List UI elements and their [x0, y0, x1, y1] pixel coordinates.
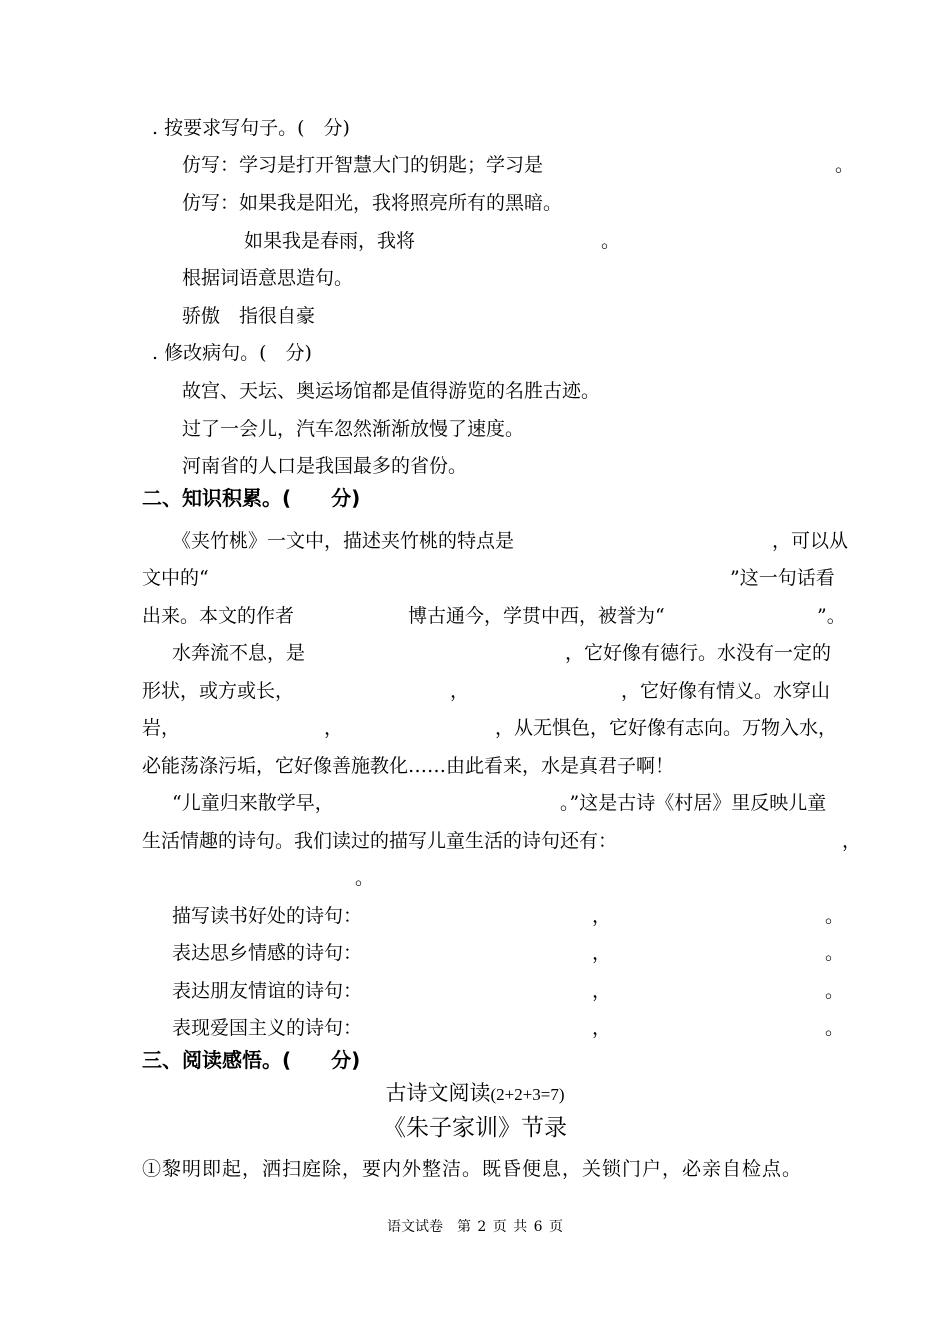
p1-d: ”这一句话看: [730, 567, 835, 589]
p2-b: ，它好像有德行。水没有一定的: [565, 642, 832, 664]
p2-d: ，: [450, 680, 470, 702]
make-sentence-word: 骄傲 指很自豪: [182, 305, 316, 327]
p2-g: ，: [324, 717, 344, 739]
poem-reading-comma: ，: [592, 905, 612, 927]
p3-b: 。”这是古诗《村居》里反映儿童: [560, 792, 827, 814]
poem-patriotic-comma: ，: [592, 1017, 612, 1039]
poem-patriotic-end: 。: [825, 1017, 845, 1039]
section-3-heading: 三、阅读感悟。( 分): [142, 1048, 361, 1072]
reading-title-text: 古诗文阅读: [385, 1081, 491, 1105]
poem-friendship-comma: ，: [592, 980, 612, 1002]
p2-h: ，从无惧色，它好像有志向。万物入水，: [495, 717, 838, 739]
make-sentence-instruction: 根据词语意思造句。: [182, 267, 354, 289]
poem-homesick-label: 表达思乡情感的诗句：: [172, 942, 363, 964]
p1-f: 博古通今，学贯中西，被誉为“: [408, 605, 665, 627]
question-write-sentences: . 按要求写句子。( 分): [152, 117, 350, 139]
fix-sentence-3: 河南省的人口是我国最多的省份。: [182, 455, 468, 477]
p3-a: “儿童归来散学早，: [172, 792, 334, 814]
p1-g: ”。: [817, 605, 846, 627]
poem-friendship-label: 表达朋友情谊的诗句：: [172, 980, 363, 1002]
p3-e: 。: [355, 867, 375, 889]
p2-c: 形状，或方或长，: [142, 680, 295, 702]
p3-c: 生活情趣的诗句。我们读过的描写儿童生活的诗句还有：: [142, 830, 618, 852]
imitate-sentence-2b: 如果我是春雨，我将: [244, 230, 416, 252]
fix-sentence-2: 过了一会儿，汽车忽然渐渐放慢了速度。: [182, 418, 525, 440]
poem-reading-end: 。: [825, 905, 845, 927]
imitate-sentence-2b-end: 。: [601, 230, 621, 252]
reading-title: [0, 1080, 950, 1108]
poem-patriotic-label: 表现爱国主义的诗句：: [172, 1017, 363, 1039]
p2-f: 岩，: [142, 717, 181, 739]
fix-sentence-1: 故宫、天坛、奥运场馆都是值得游览的名胜古迹。: [182, 380, 601, 402]
reading-score: (2+2+3=7): [490, 1085, 565, 1104]
page-footer: 语文试卷 第 2 页 共 6 页: [386, 1219, 564, 1235]
poem-homesick-end: 。: [825, 942, 845, 964]
poem-homesick-comma: ，: [592, 942, 612, 964]
imitate-sentence-1-end: 。: [835, 154, 855, 176]
poem-reading-label: 描写读书好处的诗句：: [172, 905, 363, 927]
p1-e: 出来。本文的作者: [142, 605, 295, 627]
p1-c: 文中的“: [142, 567, 209, 589]
section-2-heading: 二、知识积累。( 分): [142, 486, 361, 510]
poem-friendship-end: 。: [825, 980, 845, 1002]
p1-a: 《夹竹桃》一文中，描述夹竹桃的特点是: [172, 530, 515, 552]
imitate-sentence-1: 仿写：学习是打开智慧大门的钥匙；学习是: [182, 154, 544, 176]
passage-line-1: ①黎明即起，洒扫庭除，要内外整洁。既昏便息，关锁门户，必亲自检点。: [142, 1158, 803, 1180]
p1-b: ，可以从: [772, 530, 849, 552]
p3-d: ，: [842, 830, 862, 852]
imitate-sentence-2: 仿写：如果我是阳光，我将照亮所有的黑暗。: [182, 192, 563, 214]
p2-i: 必能荡涤污垢，它好像善施教化……由此看来，水是真君子啊！: [142, 755, 675, 777]
reading-subtitle: 《朱子家训》节录: [383, 1115, 567, 1141]
question-fix-sentences: . 修改病句。( 分): [152, 342, 312, 364]
p2-a: 水奔流不息，是: [172, 642, 306, 664]
p2-e: ，它好像有情义。水穿山: [621, 680, 831, 702]
